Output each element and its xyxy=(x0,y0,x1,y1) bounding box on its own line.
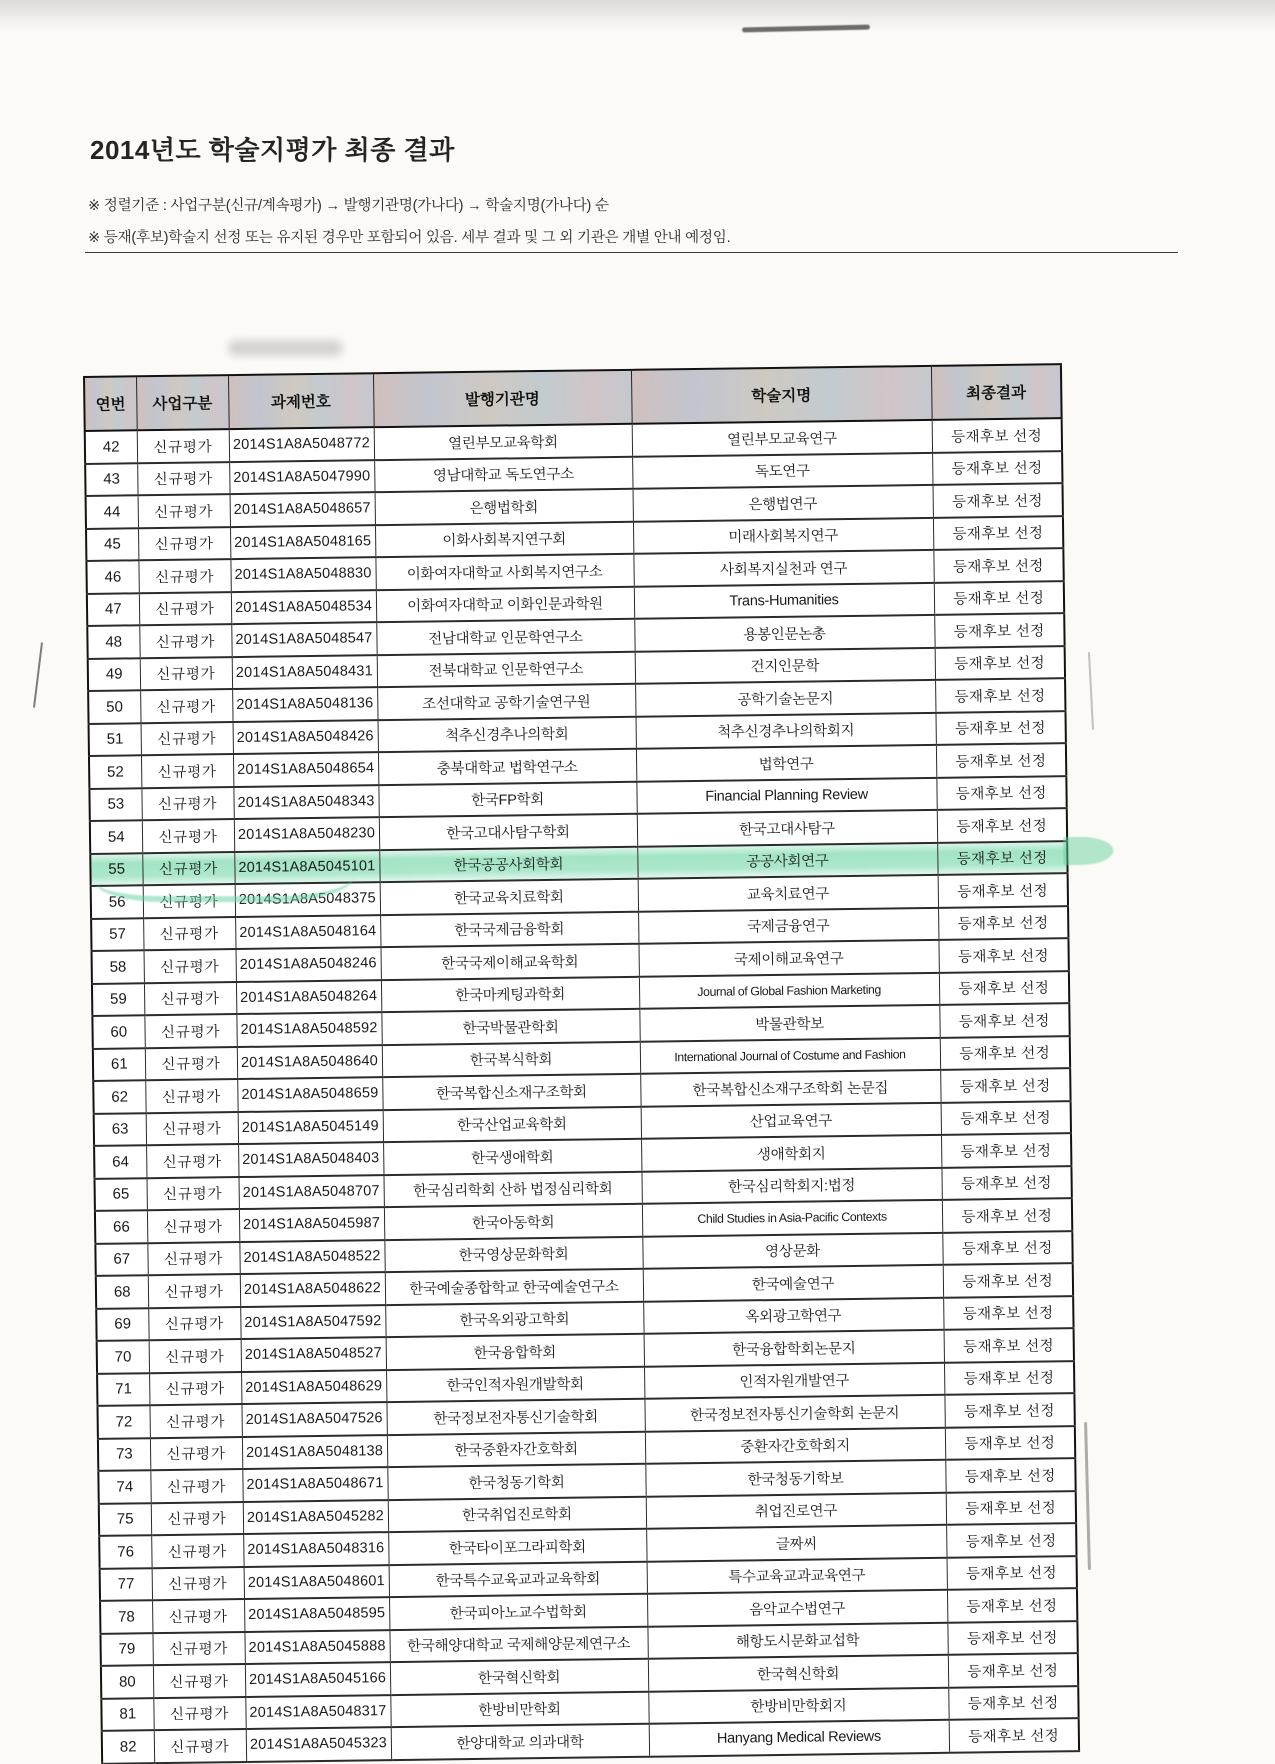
cell-no: 46 xyxy=(86,560,138,593)
cell-publisher: 한국취업진로학회 xyxy=(388,1496,646,1532)
column-header-journal: 학술지명 xyxy=(631,366,932,424)
cell-category: 신규평가 xyxy=(143,917,235,951)
cell-journal: 국제금융연구 xyxy=(638,907,938,943)
cell-category: 신규평가 xyxy=(151,1502,243,1536)
cell-publisher: 한국박물관학회 xyxy=(381,1009,639,1045)
cell-journal: 인적자원개발연구 xyxy=(644,1362,944,1398)
cell-journal: 한국융합학회논문지 xyxy=(644,1330,944,1366)
cell-project-id: 2014S1A8A5048522 xyxy=(239,1240,384,1274)
scanner-edge-shadow xyxy=(0,0,1275,36)
cell-journal: 해항도시문화교섭학 xyxy=(647,1622,947,1658)
cell-project-id: 2014S1A8A5048659 xyxy=(237,1077,382,1111)
cell-publisher: 충북대학교 법학연구소 xyxy=(378,749,636,785)
cell-journal: 생애학회지 xyxy=(641,1135,941,1171)
cell-no: 62 xyxy=(93,1080,145,1113)
cell-project-id: 2014S1A8A5047990 xyxy=(229,460,374,494)
cell-result: 등재후보 선정 xyxy=(936,743,1066,777)
cell-category: 신규평가 xyxy=(141,754,233,788)
cell-no: 66 xyxy=(95,1210,147,1243)
cell-journal: 산업교육연구 xyxy=(641,1102,941,1138)
cell-journal: 취업진로연구 xyxy=(646,1492,946,1528)
cell-result: 등재후보 선정 xyxy=(932,418,1062,452)
cell-no: 42 xyxy=(85,430,137,463)
cell-result: 등재후보 선정 xyxy=(945,1458,1075,1492)
cell-project-id: 2014S1A8A5048136 xyxy=(232,687,377,721)
cell-project-id: 2014S1A8A5048772 xyxy=(229,427,374,461)
cell-project-id: 2014S1A8A5048595 xyxy=(244,1597,389,1631)
cell-project-id: 2014S1A8A5048426 xyxy=(233,720,378,754)
cell-result: 등재후보 선정 xyxy=(942,1198,1072,1232)
cell-no: 55 xyxy=(90,853,142,886)
cell-journal: 한국청동기학보 xyxy=(645,1460,945,1496)
cell-journal: 음악교수법연구 xyxy=(647,1590,947,1626)
results-table-wrapper xyxy=(83,363,1078,1764)
cell-project-id: 2014S1A8A5045888 xyxy=(244,1630,389,1664)
cell-no: 69 xyxy=(96,1308,148,1341)
cell-journal: 한방비만학회지 xyxy=(648,1687,948,1723)
cell-category: 신규평가 xyxy=(145,1047,237,1081)
cell-publisher: 한방비만학회 xyxy=(390,1691,648,1727)
cell-project-id: 2014S1A8A5048317 xyxy=(245,1695,390,1729)
cell-journal: 중환자간호학회지 xyxy=(645,1427,945,1463)
cell-journal: 교육치료연구 xyxy=(638,875,938,911)
cell-no: 75 xyxy=(99,1503,151,1536)
cell-project-id: 2014S1A8A5045166 xyxy=(245,1662,390,1696)
cell-category: 신규평가 xyxy=(144,1014,236,1048)
cell-no: 81 xyxy=(101,1698,153,1731)
cell-result: 등재후보 선정 xyxy=(935,678,1065,712)
cell-no: 43 xyxy=(85,463,137,496)
cell-project-id: 2014S1A8A5048601 xyxy=(244,1565,389,1599)
cell-category: 신규평가 xyxy=(148,1274,240,1308)
cell-category: 신규평가 xyxy=(139,592,231,626)
cell-project-id: 2014S1A8A5048707 xyxy=(238,1175,383,1209)
cell-no: 73 xyxy=(98,1438,150,1471)
cell-category: 신규평가 xyxy=(149,1339,241,1373)
cell-no: 71 xyxy=(97,1373,149,1406)
cell-no: 48 xyxy=(87,625,139,658)
cell-publisher: 한국혁신학회 xyxy=(390,1659,648,1695)
cell-no: 76 xyxy=(99,1535,151,1568)
cell-project-id: 2014S1A8A5048629 xyxy=(241,1370,386,1404)
scan-artifact-right-mark-lower xyxy=(1084,1422,1090,1570)
cell-project-id: 2014S1A8A5048640 xyxy=(237,1045,382,1079)
cell-result: 등재후보 선정 xyxy=(943,1263,1073,1297)
cell-publisher: 이화여자대학교 사회복지연구소 xyxy=(375,554,633,590)
cell-no: 79 xyxy=(100,1633,152,1666)
cell-result: 등재후보 선정 xyxy=(947,1588,1077,1622)
cell-result: 등재후보 선정 xyxy=(944,1361,1074,1395)
cell-category: 신규평가 xyxy=(149,1404,241,1438)
cell-result: 등재후보 선정 xyxy=(934,613,1064,647)
cell-project-id: 2014S1A8A5048592 xyxy=(236,1012,381,1046)
cell-no: 54 xyxy=(90,820,142,853)
cell-no: 64 xyxy=(94,1145,146,1178)
cell-journal: 박물관학보 xyxy=(639,1005,939,1041)
column-header-project-id: 과제번호 xyxy=(228,373,374,429)
cell-category: 신규평가 xyxy=(144,982,236,1016)
cell-journal: Journal of Global Fashion Marketing xyxy=(639,972,939,1008)
column-header-result: 최종결과 xyxy=(931,364,1062,420)
cell-result: 등재후보 선정 xyxy=(943,1296,1073,1330)
notes-underline xyxy=(85,252,1178,253)
cell-publisher: 조선대학교 공학기술연구원 xyxy=(377,684,635,720)
cell-journal: 특수교육교과교육연구 xyxy=(647,1557,947,1593)
column-header-publisher: 발행기관명 xyxy=(373,370,632,427)
cell-publisher: 이화사회복지연구회 xyxy=(375,521,633,557)
cell-journal: 공학기술논문지 xyxy=(635,680,935,716)
cell-category: 신규평가 xyxy=(139,624,231,658)
cell-publisher: 한국타이포그라피학회 xyxy=(388,1529,646,1565)
cell-project-id: 2014S1A8A5048657 xyxy=(230,492,375,526)
cell-category: 신규평가 xyxy=(151,1534,243,1568)
cell-category: 신규평가 xyxy=(141,787,233,821)
cell-result: 등재후보 선정 xyxy=(938,873,1068,907)
cell-result: 등재후보 선정 xyxy=(938,906,1068,940)
cell-project-id: 2014S1A8A5048534 xyxy=(231,590,376,624)
cell-publisher: 한양대학교 의과대학 xyxy=(391,1724,649,1760)
cell-project-id: 2014S1A8A5048622 xyxy=(240,1272,385,1306)
cell-category: 신규평가 xyxy=(144,949,236,983)
cell-journal: 사회복지실천과 연구 xyxy=(633,550,933,586)
cell-result: 등재후보 선정 xyxy=(946,1523,1076,1557)
cell-project-id: 2014S1A8A5048165 xyxy=(230,525,375,559)
cell-journal: 은행법연구 xyxy=(633,485,933,521)
cell-publisher: 한국융합학회 xyxy=(386,1334,644,1370)
cell-category: 신규평가 xyxy=(147,1209,239,1243)
column-header-category: 사업구분 xyxy=(136,375,229,430)
cell-publisher: 한국공공사회학회 xyxy=(379,846,637,882)
cell-no: 77 xyxy=(100,1568,152,1601)
cell-project-id: 2014S1A8A5048164 xyxy=(235,915,380,949)
cell-result: 등재후보 선정 xyxy=(941,1101,1071,1135)
cell-journal: 열린부모교육연구 xyxy=(632,420,932,456)
cell-journal: 한국심리학회지:법정 xyxy=(641,1167,941,1203)
cell-project-id: 2014S1A8A5045101 xyxy=(234,850,379,884)
cell-category: 신규평가 xyxy=(147,1242,239,1276)
cell-result: 등재후보 선정 xyxy=(933,548,1063,582)
scan-artifact-left-hairline xyxy=(33,642,43,708)
cell-publisher: 한국해양대학교 국제해양문제연구소 xyxy=(389,1626,647,1662)
cell-project-id: 2014S1A8A5048547 xyxy=(231,622,376,656)
cell-no: 72 xyxy=(97,1405,149,1438)
cell-no: 45 xyxy=(86,528,138,561)
cell-result: 등재후보 선정 xyxy=(935,711,1065,745)
cell-category: 신규평가 xyxy=(152,1631,244,1665)
cell-journal: 한국복합신소재구조학회 논문집 xyxy=(640,1070,940,1106)
cell-result: 등재후보 선정 xyxy=(940,1036,1070,1070)
cell-publisher: 한국피아노교수법학회 xyxy=(389,1594,647,1630)
note-sort-order: ※ 정렬기준 : 사업구분(신규/계속평가) → 발행기관명(가나다) → 학술지명(가나다) 순 xyxy=(88,198,609,214)
cell-category: 신규평가 xyxy=(146,1144,238,1178)
cell-result: 등재후보 선정 xyxy=(939,1003,1069,1037)
cell-result: 등재후보 선정 xyxy=(935,646,1065,680)
cell-no: 50 xyxy=(88,690,140,723)
page-title: 2014년도 학술지평가 최종 결과 xyxy=(90,135,455,165)
scan-artifact-right-mark-upper xyxy=(1088,652,1094,730)
cell-project-id: 2014S1A8A5048431 xyxy=(232,655,377,689)
cell-category: 신규평가 xyxy=(152,1566,244,1600)
cell-result: 등재후보 선정 xyxy=(939,971,1069,1005)
note-scope: ※ 등재(후보)학술지 선정 또는 유지된 경우만 포함되어 있음. 세부 결과 및 그 외 기관은 개별 안내 예정임. xyxy=(88,230,731,246)
cell-result: 등재후보 선정 xyxy=(934,581,1064,615)
cell-journal: Financial Planning Review xyxy=(636,777,936,813)
cell-journal: 척추신경추나의학회지 xyxy=(636,712,936,748)
cell-result: 등재후보 선정 xyxy=(947,1556,1077,1590)
cell-result: 등재후보 선정 xyxy=(946,1491,1076,1525)
cell-publisher: 한국복합신소재구조학회 xyxy=(382,1074,640,1110)
cell-result: 등재후보 선정 xyxy=(933,516,1063,550)
cell-journal: International Journal of Costume and Fashion xyxy=(640,1037,940,1073)
cell-project-id: 2014S1A8A5048527 xyxy=(241,1337,386,1371)
cell-publisher: 한국예술종합학교 한국예술연구소 xyxy=(385,1269,643,1305)
cell-project-id: 2014S1A8A5045282 xyxy=(243,1500,388,1534)
cell-no: 80 xyxy=(101,1665,153,1698)
cell-category: 신규평가 xyxy=(142,852,234,886)
cell-publisher: 전남대학교 인문학연구소 xyxy=(376,619,634,655)
cell-publisher: 한국인적자원개발학회 xyxy=(386,1366,644,1402)
cell-no: 67 xyxy=(95,1243,147,1276)
cell-category: 신규평가 xyxy=(137,462,229,496)
cell-project-id: 2014S1A8A5045149 xyxy=(238,1110,383,1144)
cell-result: 등재후보 선정 xyxy=(940,1068,1070,1102)
cell-journal: 한국고대사탐구 xyxy=(637,810,937,846)
cell-no: 49 xyxy=(88,658,140,691)
cell-journal: Child Studies in Asia-Pacific Contexts xyxy=(642,1200,942,1236)
cell-project-id: 2014S1A8A5048246 xyxy=(236,947,381,981)
cell-publisher: 이화여자대학교 이화인문과학원 xyxy=(376,586,634,622)
cell-no: 70 xyxy=(97,1340,149,1373)
cell-result: 등재후보 선정 xyxy=(944,1328,1074,1362)
cell-result: 등재후보 선정 xyxy=(937,808,1067,842)
cell-no: 74 xyxy=(98,1470,150,1503)
cell-no: 68 xyxy=(96,1275,148,1308)
cell-publisher: 한국교육치료학회 xyxy=(380,879,638,915)
column-header-no: 연번 xyxy=(84,376,137,431)
cell-category: 신규평가 xyxy=(149,1372,241,1406)
cell-no: 82 xyxy=(102,1730,154,1763)
cell-publisher: 한국영상문화학회 xyxy=(384,1236,642,1272)
cell-publisher: 전북대학교 인문학연구소 xyxy=(377,651,635,687)
cell-category: 신규평가 xyxy=(150,1469,242,1503)
cell-journal: 국제이해교육연구 xyxy=(638,940,938,976)
green-highlighter-overshoot xyxy=(1063,837,1113,866)
cell-category: 신규평가 xyxy=(141,722,233,756)
cell-project-id: 2014S1A8A5048671 xyxy=(242,1467,387,1501)
cell-no: 44 xyxy=(86,495,138,528)
cell-project-id: 2014S1A8A5048403 xyxy=(238,1142,383,1176)
cell-publisher: 한국생애학회 xyxy=(383,1139,641,1175)
cell-journal: 용봉인문논총 xyxy=(634,615,934,651)
cell-project-id: 2014S1A8A5048316 xyxy=(243,1532,388,1566)
cell-journal: 건지인문학 xyxy=(635,647,935,683)
cell-result: 등재후보 선정 xyxy=(941,1166,1071,1200)
cell-publisher: 한국산업교육학회 xyxy=(383,1106,641,1142)
cell-result: 등재후보 선정 xyxy=(936,776,1066,810)
cell-project-id: 2014S1A8A5047592 xyxy=(240,1305,385,1339)
results-table xyxy=(83,363,1080,1764)
cell-no: 59 xyxy=(92,983,144,1016)
scan-artifact-gray-smudge xyxy=(228,340,343,356)
cell-category: 신규평가 xyxy=(154,1729,246,1763)
cell-journal: 한국예술연구 xyxy=(643,1265,943,1301)
cell-journal: 옥외광고학연구 xyxy=(643,1297,943,1333)
cell-journal: 미래사회복지연구 xyxy=(633,517,933,553)
cell-publisher: 한국심리학회 산하 법정심리학회 xyxy=(383,1171,641,1207)
cell-result: 등재후보 선정 xyxy=(948,1686,1078,1720)
cell-publisher: 한국마케팅과학회 xyxy=(381,976,639,1012)
cell-result: 등재후보 선정 xyxy=(944,1393,1074,1427)
cell-category: 신규평가 xyxy=(145,1079,237,1113)
cell-category: 신규평가 xyxy=(148,1307,240,1341)
cell-publisher: 한국청동기학회 xyxy=(387,1464,645,1500)
cell-project-id: 2014S1A8A5048138 xyxy=(242,1435,387,1469)
cell-result: 등재후보 선정 xyxy=(938,938,1068,972)
cell-project-id: 2014S1A8A5045323 xyxy=(246,1727,391,1761)
cell-category: 신규평가 xyxy=(138,527,230,561)
cell-publisher: 한국아동학회 xyxy=(384,1204,642,1240)
cell-category: 신규평가 xyxy=(152,1599,244,1633)
cell-publisher: 한국FP학회 xyxy=(378,781,636,817)
cell-no: 51 xyxy=(89,723,141,756)
cell-publisher: 한국옥외광고학회 xyxy=(385,1301,643,1337)
cell-project-id: 2014S1A8A5048343 xyxy=(233,785,378,819)
cell-category: 신규평가 xyxy=(153,1696,245,1730)
cell-project-id: 2014S1A8A5045987 xyxy=(239,1207,384,1241)
cell-no: 60 xyxy=(92,1015,144,1048)
cell-project-id: 2014S1A8A5048830 xyxy=(230,557,375,591)
cell-category: 신규평가 xyxy=(137,429,229,463)
cell-project-id: 2014S1A8A5048230 xyxy=(234,817,379,851)
cell-project-id: 2014S1A8A5048375 xyxy=(235,882,380,916)
cell-no: 78 xyxy=(100,1600,152,1633)
cell-result: 등재후보 선정 xyxy=(937,841,1067,875)
cell-publisher: 열린부모교육학회 xyxy=(374,424,632,460)
cell-publisher: 한국고대사탐구학회 xyxy=(379,814,637,850)
cell-publisher: 은행법학회 xyxy=(375,489,633,525)
cell-category: 신규평가 xyxy=(140,657,232,691)
table-body xyxy=(85,418,1079,1763)
cell-category: 신규평가 xyxy=(140,689,232,723)
cell-journal: Trans-Humanities xyxy=(634,582,934,618)
cell-project-id: 2014S1A8A5048654 xyxy=(233,752,378,786)
cell-category: 신규평가 xyxy=(153,1664,245,1698)
cell-journal: 법학연구 xyxy=(636,745,936,781)
cell-no: 63 xyxy=(94,1113,146,1146)
cell-project-id: 2014S1A8A5047526 xyxy=(241,1402,386,1436)
cell-journal: 공공사회연구 xyxy=(637,842,937,878)
cell-journal: 한국혁신학회 xyxy=(648,1655,948,1691)
cell-publisher: 한국특수교육교과교육학회 xyxy=(389,1561,647,1597)
cell-result: 등재후보 선정 xyxy=(947,1621,1077,1655)
cell-no: 57 xyxy=(91,918,143,951)
cell-no: 56 xyxy=(91,885,143,918)
cell-publisher: 한국정보전자통신기술학회 xyxy=(386,1399,644,1435)
cell-result: 등재후보 선정 xyxy=(948,1653,1078,1687)
cell-project-id: 2014S1A8A5048264 xyxy=(236,980,381,1014)
cell-category: 신규평가 xyxy=(138,559,230,593)
cell-result: 등재후보 선정 xyxy=(932,451,1062,485)
cell-result: 등재후보 선정 xyxy=(932,483,1062,517)
cell-no: 58 xyxy=(92,950,144,983)
cell-journal: 글짜씨 xyxy=(646,1525,946,1561)
cell-result: 등재후보 선정 xyxy=(941,1133,1071,1167)
cell-journal: 한국정보전자통신기술학회 논문지 xyxy=(644,1395,944,1431)
cell-result: 등재후보 선정 xyxy=(949,1718,1079,1752)
cell-publisher: 영남대학교 독도연구소 xyxy=(374,456,632,492)
cell-journal: 영상문화 xyxy=(642,1232,942,1268)
cell-result: 등재후보 선정 xyxy=(942,1231,1072,1265)
cell-publisher: 척추신경추나의학회 xyxy=(378,716,636,752)
cell-publisher: 한국중환자간호학회 xyxy=(387,1431,645,1467)
cell-publisher: 한국복식학회 xyxy=(382,1041,640,1077)
cell-category: 신규평가 xyxy=(143,884,235,918)
cell-no: 52 xyxy=(89,755,141,788)
cell-category: 신규평가 xyxy=(146,1112,238,1146)
cell-publisher: 한국국제이해교육학회 xyxy=(381,944,639,980)
cell-no: 47 xyxy=(87,593,139,626)
cell-no: 53 xyxy=(89,788,141,821)
cell-category: 신규평가 xyxy=(138,494,230,528)
cell-journal: 독도연구 xyxy=(632,452,932,488)
cell-result: 등재후보 선정 xyxy=(945,1426,1075,1460)
cell-no: 65 xyxy=(95,1178,147,1211)
cell-publisher: 한국국제금융학회 xyxy=(380,911,638,947)
cell-category: 신규평가 xyxy=(146,1177,238,1211)
cell-journal: Hanyang Medical Reviews xyxy=(649,1720,949,1756)
cell-category: 신규평가 xyxy=(150,1437,242,1471)
cell-category: 신규평가 xyxy=(142,819,234,853)
cell-no: 61 xyxy=(93,1048,145,1081)
